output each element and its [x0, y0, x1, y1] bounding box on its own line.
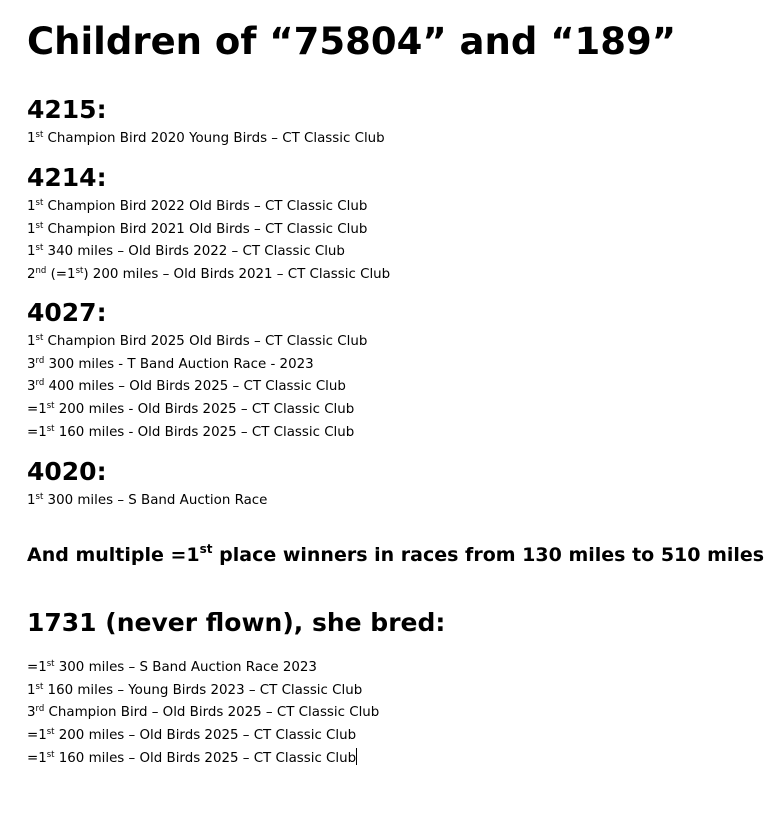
- section-1731-bred: [27, 606, 757, 771]
- list-item: =1st 160 miles - Old Birds 2025 – CT Classic Club: [27, 423, 355, 440]
- section-heading: 4215:: [27, 95, 107, 124]
- section-heading: 4214:: [27, 163, 107, 192]
- list-item: 3rd Champion Bird – Old Birds 2025 – CT Classic Club: [27, 704, 380, 721]
- text-cursor: [356, 748, 357, 765]
- page-title: Children of “75804” and “189”: [27, 20, 677, 63]
- multiple-winners-note: And multiple =1st place winners in races from 130 miles to 510 miles: [27, 542, 765, 566]
- list-item: =1st 200 miles – Old Birds 2025 – CT Classic Club: [27, 727, 357, 744]
- section-heading: 4020:: [27, 457, 107, 486]
- list-item: 2nd (=1st) 200 miles – Old Birds 2021 – CT Classic Club: [27, 266, 391, 283]
- list-item[interactable]: =1st 160 miles – Old Birds 2025 – CT Classic Club: [27, 749, 357, 766]
- list-item: 1st 340 miles – Old Birds 2022 – CT Classic Club: [27, 243, 345, 260]
- entry-list: [27, 331, 757, 445]
- list-item: 3rd 400 miles – Old Birds 2025 – CT Classic Club: [27, 378, 346, 395]
- list-item: 1st Champion Bird 2025 Old Birds – CT Classic Club: [27, 333, 368, 349]
- section-heading: 4027:: [27, 298, 107, 327]
- section-heading: 1731 (never flown), she bred:: [27, 608, 446, 637]
- list-item: 3rd 300 miles - T Band Auction Race - 2023: [27, 355, 314, 372]
- list-item: 1st 300 miles – S Band Auction Race: [27, 492, 268, 508]
- list-item: 1st Champion Bird 2022 Old Birds – CT Classic Club: [27, 198, 368, 214]
- section-4020: [27, 456, 757, 513]
- entry-list: [27, 657, 757, 771]
- list-item: 1st Champion Bird 2020 Young Birds – CT Classic Club: [27, 130, 385, 146]
- entry-list: [27, 196, 757, 287]
- section-4214: [27, 162, 757, 287]
- entry-list: [27, 128, 757, 151]
- entry-list: [27, 490, 757, 513]
- section-4027: [27, 297, 757, 445]
- list-item: 1st Champion Bird 2021 Old Birds – CT Classic Club: [27, 220, 368, 237]
- list-item: =1st 300 miles – S Band Auction Race 2023: [27, 659, 317, 675]
- list-item: =1st 200 miles - Old Birds 2025 – CT Classic Club: [27, 401, 355, 418]
- section-4215: [27, 94, 757, 151]
- list-item: 1st 160 miles – Young Birds 2023 – CT Classic Club: [27, 681, 363, 698]
